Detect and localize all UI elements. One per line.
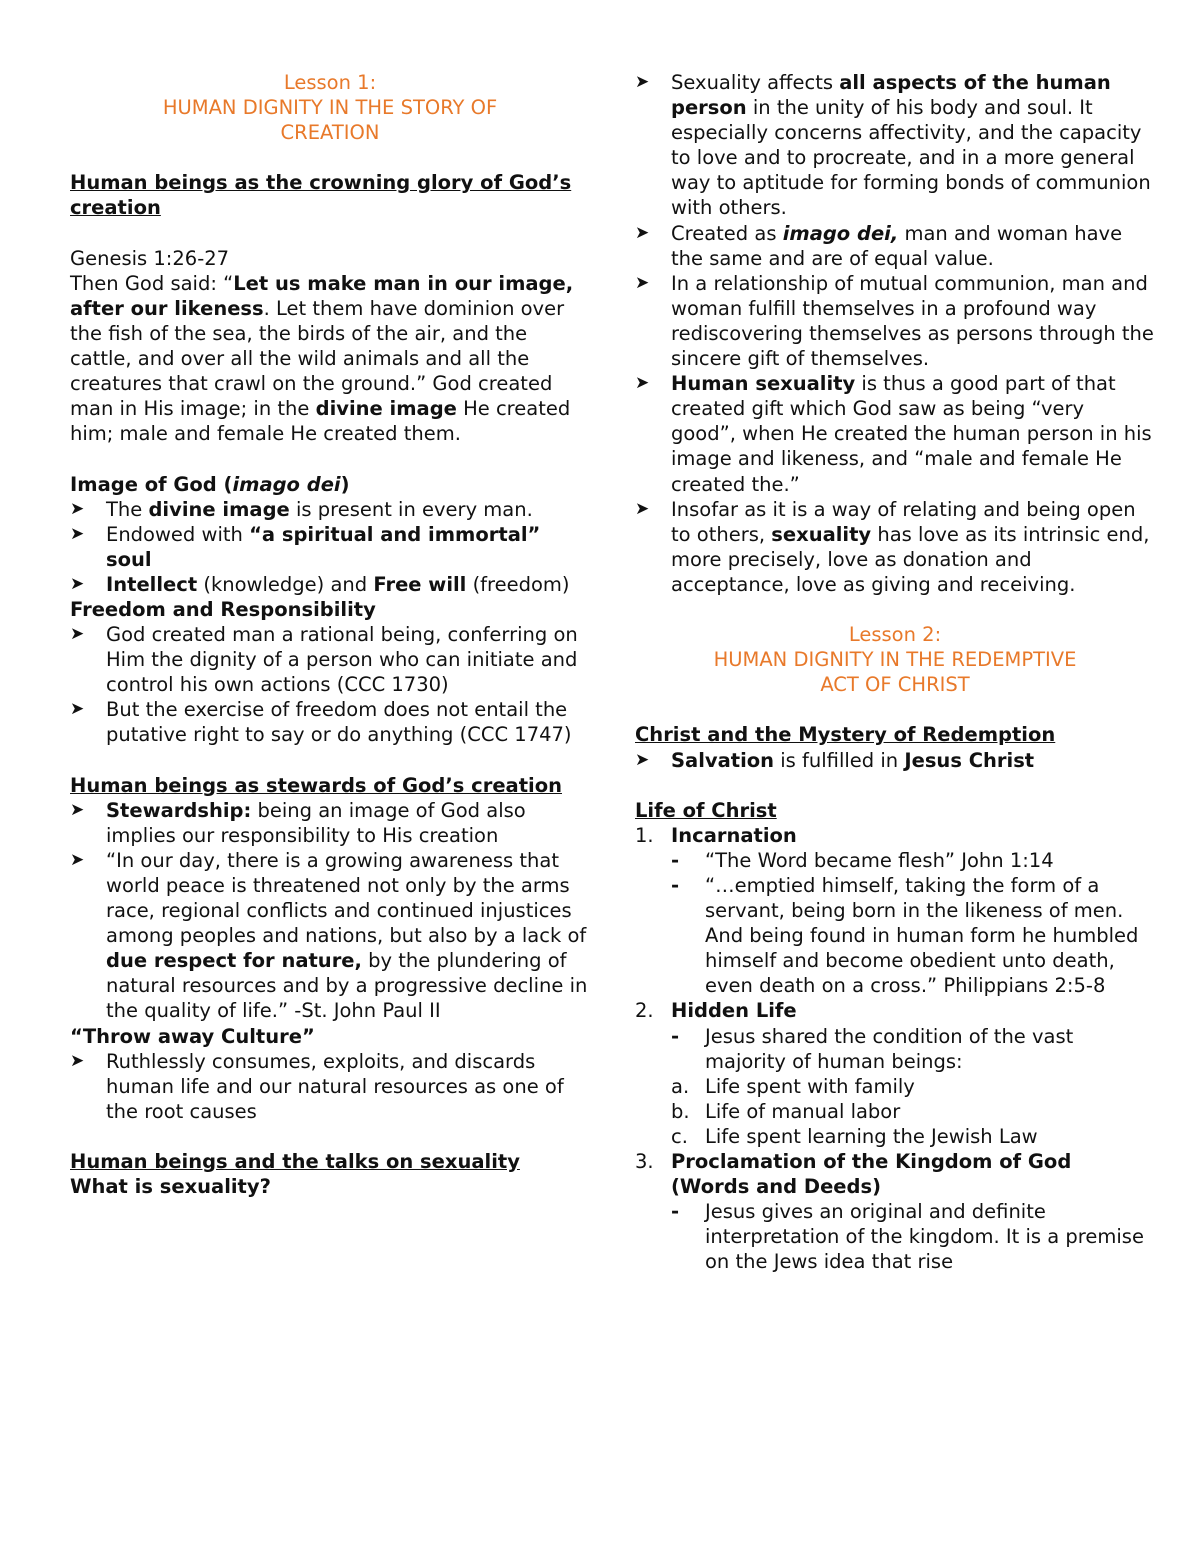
list-item: 1. Incarnation <box>635 823 797 847</box>
lesson2-title-line2: ACT OF CHRIST <box>820 673 970 697</box>
list-item: - Jesus gives an original and definite interpretation of the kingdom. It is a premise on the Jews idea that rise <box>635 1199 1155 1274</box>
list-item: ➤ Insofar as it is a way of relating and being open to others, sexuality has love as its intrinsic end, more precisely, love as donation and acceptance, love as giving and receiving. <box>635 497 1155 597</box>
list-item: ➤ In a relationship of mutual communion, man and woman fulfill themselves in a profound way rediscovering themselves as persons through the sincere gift of themselves. <box>635 271 1155 371</box>
list-item: - “The Word became flesh” John 1:14 <box>635 848 1155 873</box>
redemption-heading: Christ and the Mystery of Redemption <box>635 723 1056 747</box>
list-item: ➤ Human sexuality is thus a good part of that created gift which God saw as being “very good”, when He created the human person in his image and likeness, and “male and female He created the.” <box>635 371 1155 496</box>
genesis-verse: Then God said: “Let us make man in our image, after our likeness. Let them have dominion over the fish of the sea, the birds of the air, and the cattle, and over all the wild animals and all the creatures that crawl on the ground.” God created man in His image; in the divine image He created him; male and female He created them. <box>70 271 574 446</box>
list-item: ➤ Stewardship: being an image of God also implies our responsibility to His creation <box>70 798 590 848</box>
image-of-god-heading: Image of God (imago dei) <box>70 472 350 496</box>
sexuality-heading: Human beings and the talks on sexuality <box>70 1150 520 1174</box>
stewards-heading: Human beings as stewards of God’s creation <box>70 773 562 797</box>
list-item: ➤ God created man a rational being, conferring on Him the dignity of a person who can initiate and control his own actions (CCC 1730) <box>70 622 590 697</box>
list-item: 2. Hidden Life <box>635 999 797 1023</box>
lesson1-label: Lesson 1: <box>283 71 377 94</box>
list-item: ➤ “In our day, there is a growing awareness that world peace is threatened not only by the arms race, regional conflicts and continued injustices among peoples and nations, but also by a lack of due respect for nature, by the plundering of natural resources and by a progressive decline in the quality of life.” -St. John Paul II <box>70 848 590 1024</box>
throwaway-heading: “Throw away Culture” <box>70 1024 315 1048</box>
list-item: ➤ Ruthlessly consumes, exploits, and discards human life and our natural resources as one of the root causes <box>70 1049 590 1124</box>
list-item: ➤ Salvation is fulfilled in Jesus Christ <box>635 748 1155 773</box>
list-item: ➤ The divine image is present in every man. <box>70 497 590 522</box>
right-column <box>635 70 1155 1275</box>
lesson1-title-line1: HUMAN DIGNITY IN THE STORY OF <box>162 96 498 120</box>
sexuality-question: What is sexuality? <box>70 1175 271 1199</box>
crowning-heading: Human beings as the crowning glory of God’s creation <box>70 171 572 220</box>
list-item: a. Life spent with family <box>671 1074 915 1098</box>
lesson2-title-line1: HUMAN DIGNITY IN THE REDEMPTIVE <box>713 648 1077 672</box>
list-item: ➤ Sexuality affects all aspects of the human person in the unity of his body and soul. It especially concerns affectivity, and the capacity to love and to procreate, and in a more general way to aptitude for forming bonds of communion with others. <box>635 70 1155 221</box>
list-item: ➤ Created as imago dei, man and woman have the same and are of equal value. <box>635 221 1155 271</box>
list-item: b. Life of manual labor <box>671 1099 901 1123</box>
list-item: ➤ Intellect (knowledge) and Free will (freedom) <box>70 572 590 597</box>
list-item: ➤ But the exercise of freedom does not entail the putative right to say or do anything (CCC 1747) <box>70 697 590 747</box>
life-heading: Life of Christ <box>635 798 777 822</box>
list-item: ➤ Endowed with “a spiritual and immortal” soul <box>70 522 590 572</box>
lesson2-label: Lesson 2: <box>848 623 942 647</box>
list-item: 3. Proclamation of the Kingdom of God (Words and Deeds) <box>635 1150 1072 1199</box>
verse-ref: Genesis 1:26-27 <box>70 246 230 270</box>
freedom-heading: Freedom and Responsibility <box>70 597 376 621</box>
left-column <box>70 70 590 1199</box>
list-item: - Jesus shared the condition of the vast majority of human beings: <box>635 1024 1155 1074</box>
list-item: c. Life spent learning the Jewish Law <box>671 1124 1038 1148</box>
lesson1-title-line2: CREATION <box>280 121 380 145</box>
list-item: - “…emptied himself, taking the form of a servant, being born in the likeness of men. And being found in human form he humbled himself and become obedient unto death, even death on a cross.” Philippians 2:5-8 <box>635 873 1155 998</box>
